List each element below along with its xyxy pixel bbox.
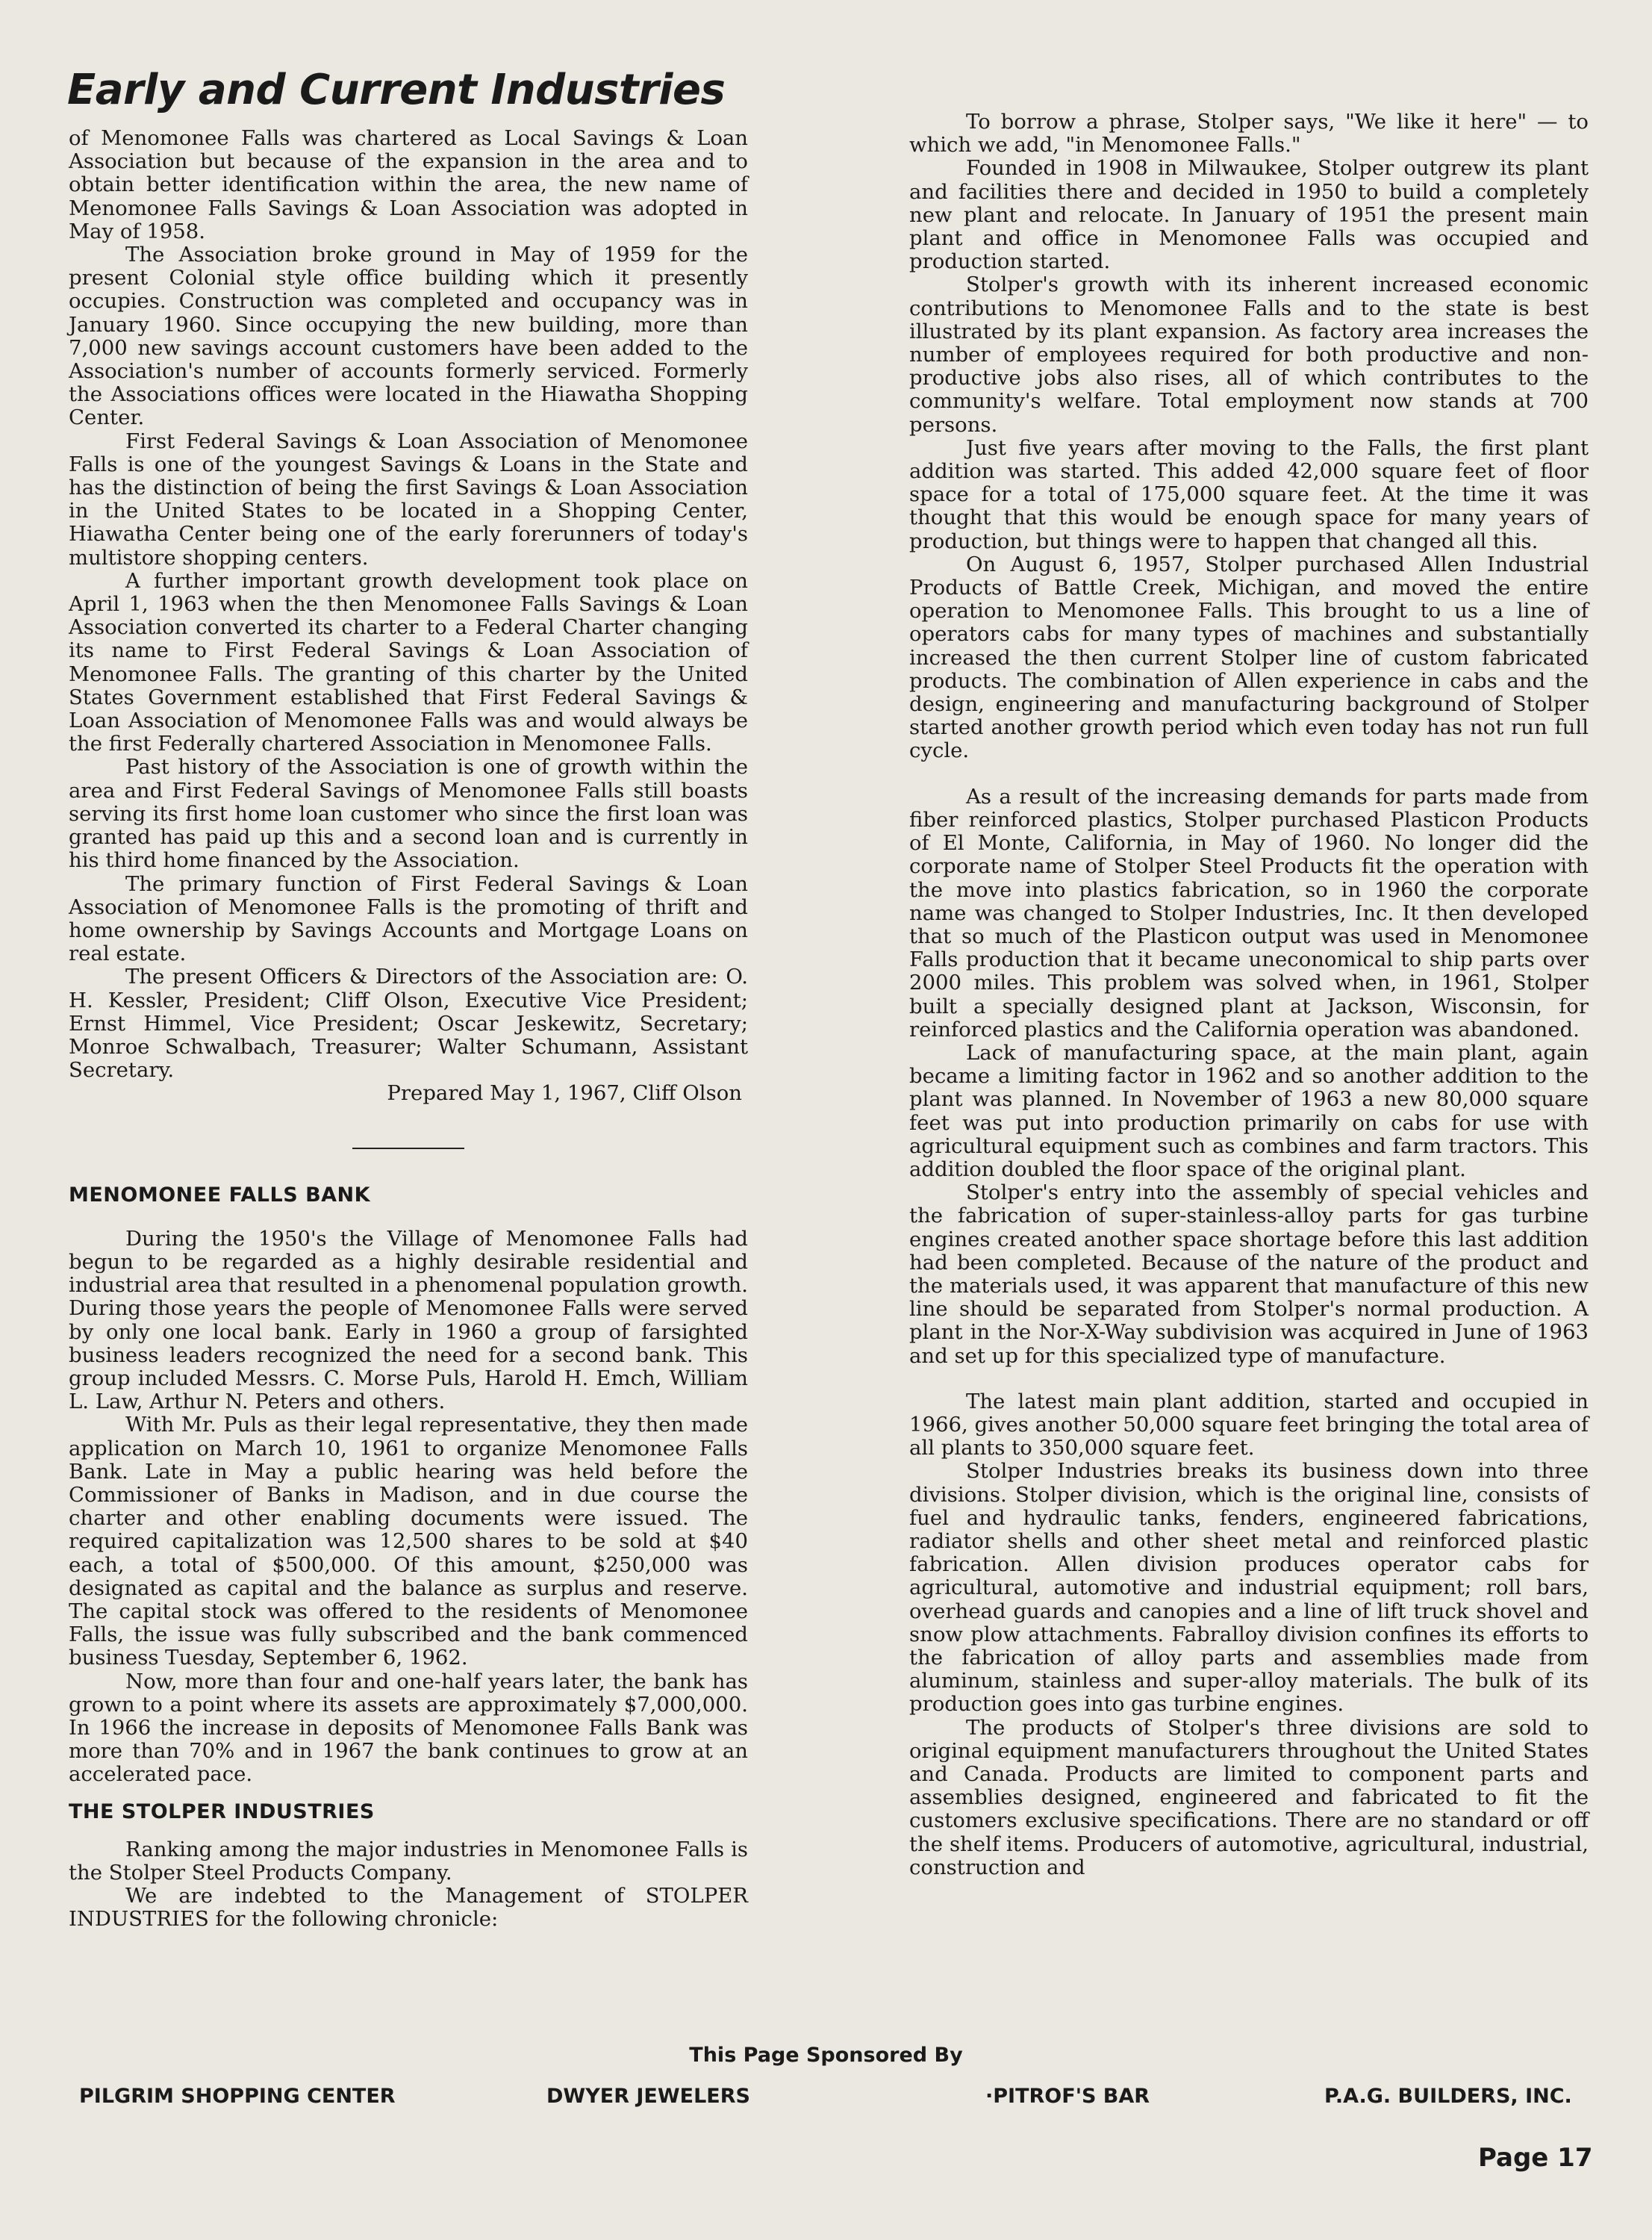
paragraph: Founded in 1908 in Milwaukee, Stolper outgrew its plant and facilities there and decided in 1950 to build a completely new plant and relocate. In January of 1951 the present main plant and office in Menomonee Falls was occupied and production started.: [909, 156, 1589, 274]
paragraph: Stolper's growth with its inherent increased economic contributions to Menomonee Falls and to the state is best illustrated by its plant expansion. As factory area increases the number of employees required for both productive and non-productive jobs also rises, all of which contributes to the community's welfare. Total employment now stands at 700 persons.: [909, 273, 1589, 437]
paragraph: of Menomonee Falls was chartered as Local Savings & Loan Association but because of the expansion in the area and to obtain better identification within the area, the new name of Menomonee Falls Savings & Loan Association was adopted in May of 1958.: [69, 126, 748, 243]
paragraph: During the 1950's the Village of Menomonee Falls had begun to be regarded as a highly desirable residential and industrial area that resulted in a phenomenal population growth. During those years the people of Menomonee Falls were served by only one local bank. Early in 1960 a group of farsighted business leaders recognized the need for a second bank. This group included Messrs. C. Morse Puls, Harold H. Emch, William L. Law, Arthur N. Peters and others.: [69, 1226, 748, 1414]
sponsor-name: ·PITROF'S BAR: [985, 2085, 1150, 2108]
paragraph: The Association broke ground in May of 1959 for the present Colonial style office building which it presently occupies. Construction was completed and occupancy was in January 1960. Since occupying the new building, more than 7,000 new savings account customers have been added to the Association's number of accounts formerly serviced. Formerly the Associations offices were located in the Hiawatha Shopping Center.: [69, 243, 748, 430]
paragraph: The products of Stolper's three divisions are sold to original equipment manufacturers throughout the United States and Canada. Products are limited to component parts and assemblies designed, engineered and fabricated to fit the customers exclusive specifications. There are no standard or off the shelf items. Producers of automotive, agricultural, industrial, construction and: [909, 1715, 1589, 1879]
bank-heading: MENOMONEE FALLS BANK: [69, 1183, 371, 1207]
page-title: Early and Current Industries: [67, 66, 726, 114]
page-number: Page 17: [1478, 2143, 1593, 2173]
sponsor-name: DWYER JEWELERS: [546, 2085, 750, 2108]
signoff: Prepared May 1, 1967, Cliff Olson: [387, 1081, 742, 1106]
paragraph: First Federal Savings & Loan Association of Menomonee Falls is one of the youngest Savings & Loans in the State and has the distinction of being the first Savings & Loan Association in the United States to be located in a Shopping Center, Hiawatha Center being one of the early forerunners of today's multistore shopping centers.: [69, 429, 748, 570]
paragraph: With Mr. Puls as their legal representative, they then made application on March 10, 1961 to organize Menomonee Falls Bank. Late in May a public hearing was held before the Commissioner of Banks in Madison, and in due course the charter and other enabling documents were issued. The required capitalization was 12,500 shares to be sold at $40 each, a total of $500,000. Of this amount, $250,000 was designated as capital and the balance as surplus and reserve. The capital stock was offered to the residents of Menomonee Falls, the issue was fully subscribed and the bank commenced business Tuesday, September 6, 1962.: [69, 1413, 748, 1670]
paragraph: As a result of the increasing demands for parts made from fiber reinforced plastics, Stolper purchased Plasticon Products of El Monte, California, in May of 1960. No longer did the corporate name of Stolper Steel Products fit the operation with the move into plastics fabrication, so in 1960 the corporate name was changed to Stolper Industries, Inc. It then developed that so much of the Plasticon output was used in Menomonee Falls production that it became uneconomical to ship parts over 2000 miles. This problem was solved when, in 1961, Stolper built a specially designed plant at Jackson, Wisconsin, for reinforced plastics and the California operation was abandoned.: [909, 784, 1589, 1042]
section-divider: [352, 1148, 464, 1149]
paragraph: Ranking among the major industries in Menomonee Falls is the Stolper Steel Products Company.: [69, 1837, 748, 1885]
paragraph: On August 6, 1957, Stolper purchased Allen Industrial Products of Battle Creek, Michigan, and moved the entire operation to Menomonee Falls. This brought to us a line of operators cabs for many types of machines and substantially increased the then current Stolper line of custom fabricated products. The combination of Allen experience in cabs and the design, engineering and manufacturing background of Stolper started another growth period which even today has not run full cycle.: [909, 552, 1589, 763]
paragraph: Now, more than four and one-half years later, the bank has grown to a point where its assets are approximately $7,000,000. In 1966 the increase in deposits of Menomonee Falls Bank was more than 70% and in 1967 the bank continues to grow at an accelerated pace.: [69, 1669, 748, 1787]
sponsored-by-label: This Page Sponsored By: [689, 2044, 963, 2067]
sponsor-name: P.A.G. BUILDERS, INC.: [1324, 2085, 1572, 2108]
right-column: [909, 111, 1589, 1879]
paragraph: Just five years after moving to the Falls, the first plant addition was started. This added 42,000 square feet of floor space for a total of 175,000 square feet. At the time it was thought that this would be enough space for many years of production, but things were to happen that changed all this.: [909, 435, 1589, 553]
paragraph: Past history of the Association is one of growth within the area and First Federal Savings of Menomonee Falls still boasts serving its first home loan customer who since the first loan was granted has paid up this and a second loan and is currently in his third home financed by the Association.: [69, 755, 748, 873]
stolper-heading: THE STOLPER INDUSTRIES: [69, 1799, 375, 1823]
sponsor-name: PILGRIM SHOPPING CENTER: [79, 2085, 396, 2108]
paragraph: The primary function of First Federal Savings & Loan Association of Menomonee Falls is the promoting of thrift and home ownership by Savings Accounts and Mortgage Loans on real estate.: [69, 871, 748, 966]
paragraph: Lack of manufacturing space, at the main plant, again became a limiting factor in 1962 and so another addition to the plant was planned. In November of 1963 a new 80,000 square feet was put into production primarily on cabs for use with agricultural equipment such as combines and farm tractors. This addition doubled the floor space of the original plant.: [909, 1040, 1589, 1181]
paragraph: The present Officers & Directors of the Association are: O. H. Kessler, President; Cliff Olson, Executive Vice President; Ernst Himmel, Vice President; Oscar Jeskewitz, Secretary; Monroe Schwalbach, Treasurer; Walter Schumann, Assistant Secretary.: [69, 965, 748, 1083]
left-column: [69, 127, 748, 1932]
paragraph: We are indebted to the Management of STOLPER INDUSTRIES for the following chronicle:: [69, 1884, 748, 1932]
paragraph: Stolper's entry into the assembly of special vehicles and the fabrication of super-stainless-alloy parts for gas turbine engines created another space shortage before this last addition had been completed. Because of the nature of the product and the materials used, it was apparent that manufacture of this new line should be separated from Stolper's normal production. A plant in the Nor-X-Way subdivision was acquired in June of 1963 and set up for this specialized type of manufacture.: [909, 1180, 1589, 1368]
paragraph: A further important growth development took place on April 1, 1963 when the then Menomonee Falls Savings & Loan Association converted its charter to a Federal Charter changing its name to First Federal Savings & Loan Association of Menomonee Falls. The granting of this charter by the United States Government established that First Federal Savings & Loan Association of Menomonee Falls was and would always be the first Federally chartered Association in Menomonee Falls.: [69, 568, 748, 756]
paragraph: To borrow a phrase, Stolper says, "We like it here" — to which we add, "in Menomonee Falls.": [909, 110, 1589, 158]
paragraph: Stolper Industries breaks its business down into three divisions. Stolper division, which is the original line, consists of fuel and hydraulic tanks, fenders, engineered fabrications, radiator shells and other sheet metal and reinforced plastic fabrication. Allen division produces operator cabs for agricultural, automotive and industrial equipment; roll bars, overhead guards and canopies and a line of lift truck shovel and snow plow attachments. Fabralloy division confines its efforts to the fabrication of alloy parts and assemblies made from aluminum, stainless and super-alloy materials. The bulk of its production goes into gas turbine engines.: [909, 1459, 1589, 1717]
paragraph: The latest main plant addition, started and occupied in 1966, gives another 50,000 square feet bringing the total area of all plants to 350,000 square feet.: [909, 1389, 1589, 1460]
